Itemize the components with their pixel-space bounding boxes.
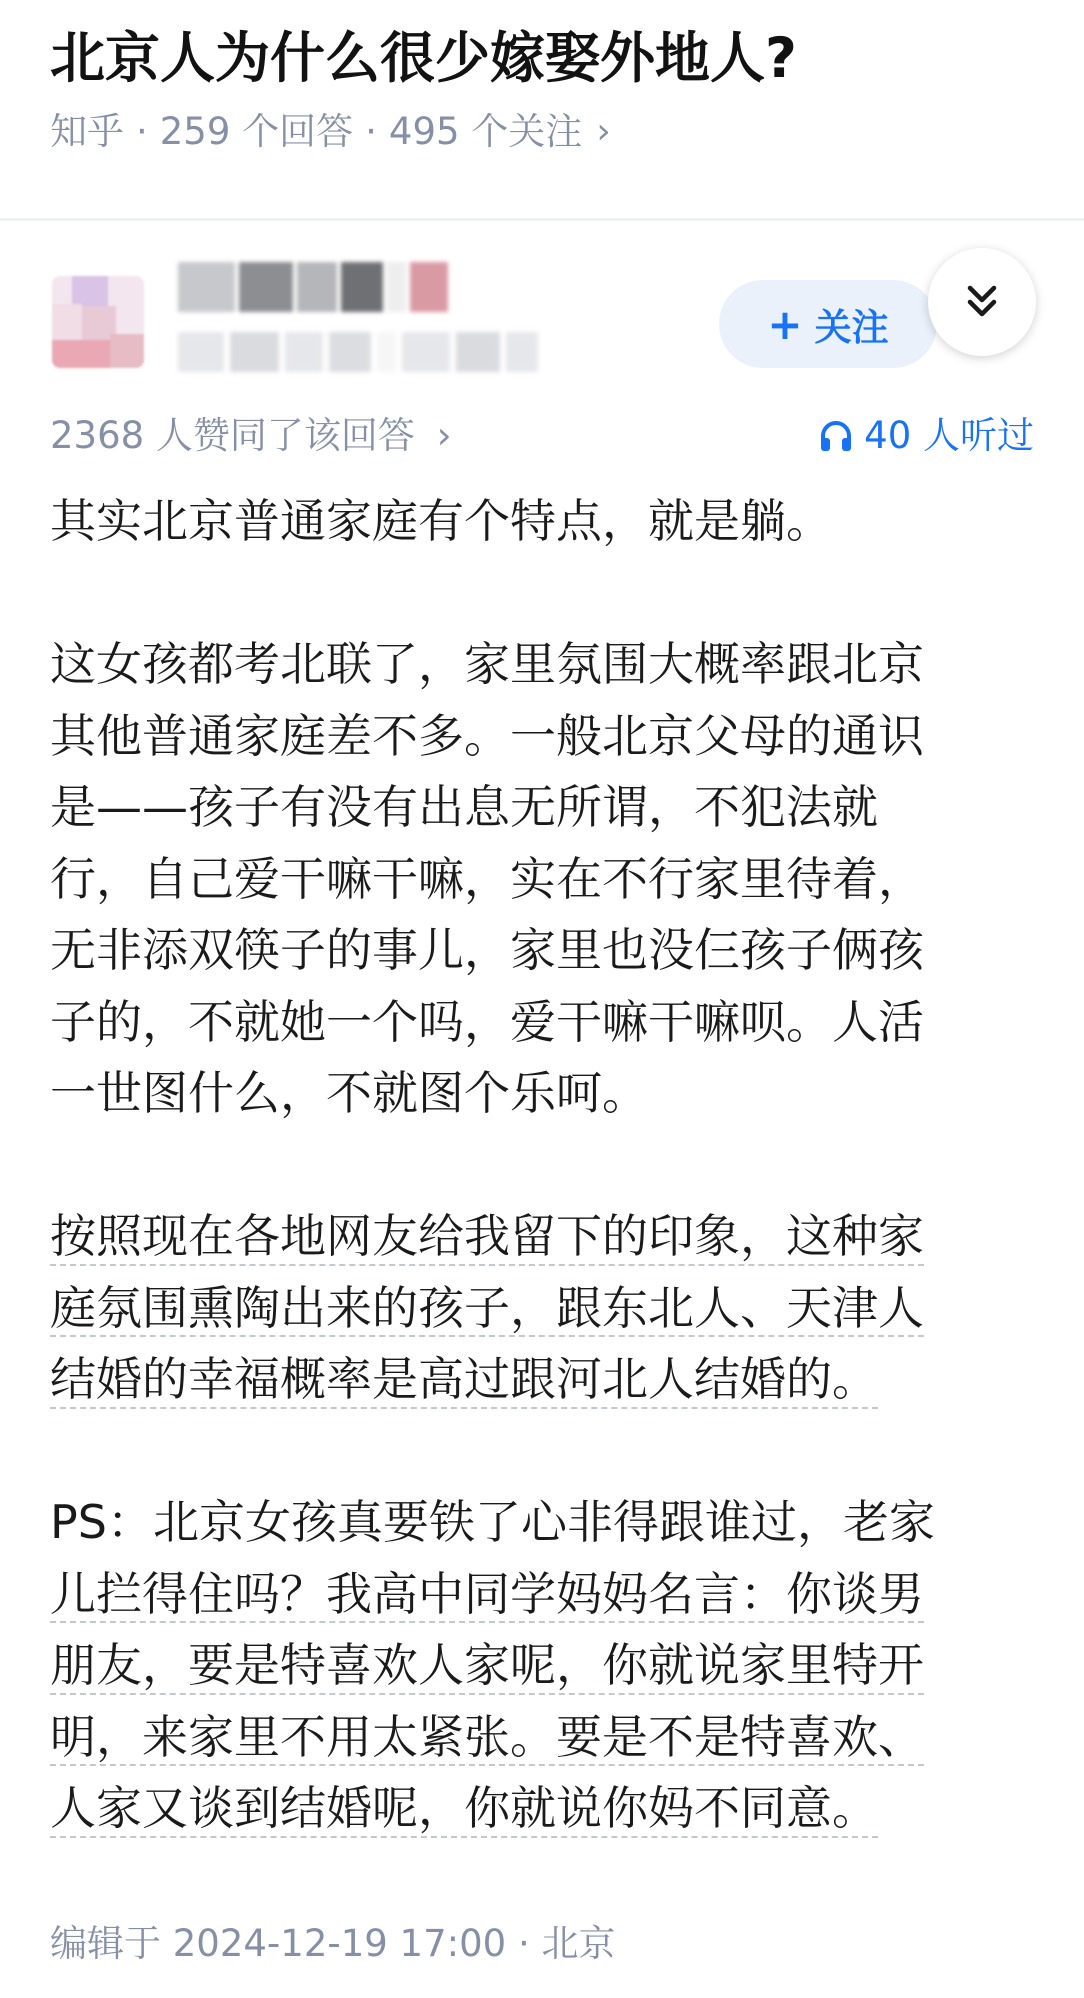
answer-line: 一世图什么，不就图个乐呵。 (50, 1066, 648, 1120)
answer-line-highlighted[interactable] (50, 1702, 1035, 1774)
answer-line-highlighted[interactable] (50, 1201, 1035, 1273)
author-name-blurred[interactable] (178, 262, 448, 312)
edit-timestamp: 编辑于 2024-12-19 17:00 · 北京 (50, 1922, 616, 1965)
highlighted-text[interactable]: 儿拦得住吗？我高中同学妈妈名言：你谈男 (50, 1566, 924, 1621)
paragraph-gap (50, 558, 1035, 630)
likes-link[interactable] (50, 412, 452, 460)
divider (0, 218, 1084, 221)
answer-line-highlighted[interactable] (50, 1630, 1035, 1702)
question-title[interactable]: 北京人为什么很少嫁娶外地人? (50, 26, 797, 90)
answer-body (50, 486, 1035, 1845)
headphones-icon (818, 418, 854, 454)
highlighted-text[interactable]: 结婚的幸福概率是高过跟河北人结婚的。 (50, 1352, 878, 1406)
highlighted-text[interactable]: 庭氛围熏陶出来的孩子，跟东北人、天津人 (50, 1280, 924, 1335)
answers-count: 259 个回答 (159, 110, 354, 153)
paragraph-gap (50, 1130, 1035, 1202)
answer-line: 其实北京普通家庭有个特点，就是躺。 (50, 494, 832, 548)
author-bio-blurred (178, 332, 538, 372)
listen-button[interactable] (818, 412, 1034, 460)
collapse-button[interactable] (928, 248, 1036, 356)
question-meta[interactable] (50, 108, 611, 156)
answer-line-highlighted[interactable] (50, 1773, 1035, 1845)
highlighted-text[interactable]: 明，来家里不用太紧张。要是不是特喜欢、 (50, 1709, 924, 1764)
highlighted-text[interactable]: 朋友，要是特喜欢人家呢，你就说家里特开 (50, 1638, 924, 1692)
chevron-right-icon: › (596, 111, 611, 152)
meta-separator: · (365, 110, 377, 153)
answer-line: PS：北京女孩真要铁了心非得跟谁过，老家 (50, 1495, 935, 1549)
stats-row (0, 408, 1084, 468)
answer-line-highlighted[interactable] (50, 1559, 1035, 1631)
answer-line-highlighted[interactable] (50, 1344, 1035, 1416)
meta-separator: · (136, 110, 148, 153)
highlighted-text[interactable]: 人家又谈到结婚呢，你就说你妈不同意。 (50, 1781, 878, 1835)
answer-line-highlighted[interactable] (50, 1273, 1035, 1345)
followers-count: 495 个关注 (388, 110, 583, 153)
plus-icon: + (767, 299, 803, 349)
highlighted-text[interactable]: 按照现在各地网友给我留下的印象，这种家 (50, 1209, 924, 1263)
follow-button[interactable] (719, 280, 937, 368)
source-label: 知乎 (50, 110, 124, 153)
answer-line: 无非添双筷子的事儿，家里也没仨孩子俩孩 (50, 923, 924, 977)
answer-line: 子的，不就她一个吗，爱干嘛干嘛呗。人活 (50, 994, 924, 1049)
double-chevron-down-icon (962, 282, 1002, 322)
chevron-right-icon: › (436, 414, 452, 457)
listen-count: 40 人听过 (864, 414, 1034, 457)
likes-count: 2368 人赞同了该回答 (50, 414, 415, 457)
follow-label: 关注 (814, 306, 889, 349)
author-row (0, 240, 1084, 390)
answer-line: 其他普通家庭差不多。一般北京父母的通识 (50, 708, 924, 763)
answer-line: 行，自己爱干嘛干嘛，实在不行家里待着， (50, 851, 924, 906)
answer-line: 这女孩都考北联了，家里氛围大概率跟北京 (50, 637, 924, 691)
avatar[interactable] (52, 276, 144, 368)
paragraph-gap (50, 1416, 1035, 1488)
answer-line: 是——孩子有没有出息无所谓，不犯法就 (50, 780, 878, 834)
